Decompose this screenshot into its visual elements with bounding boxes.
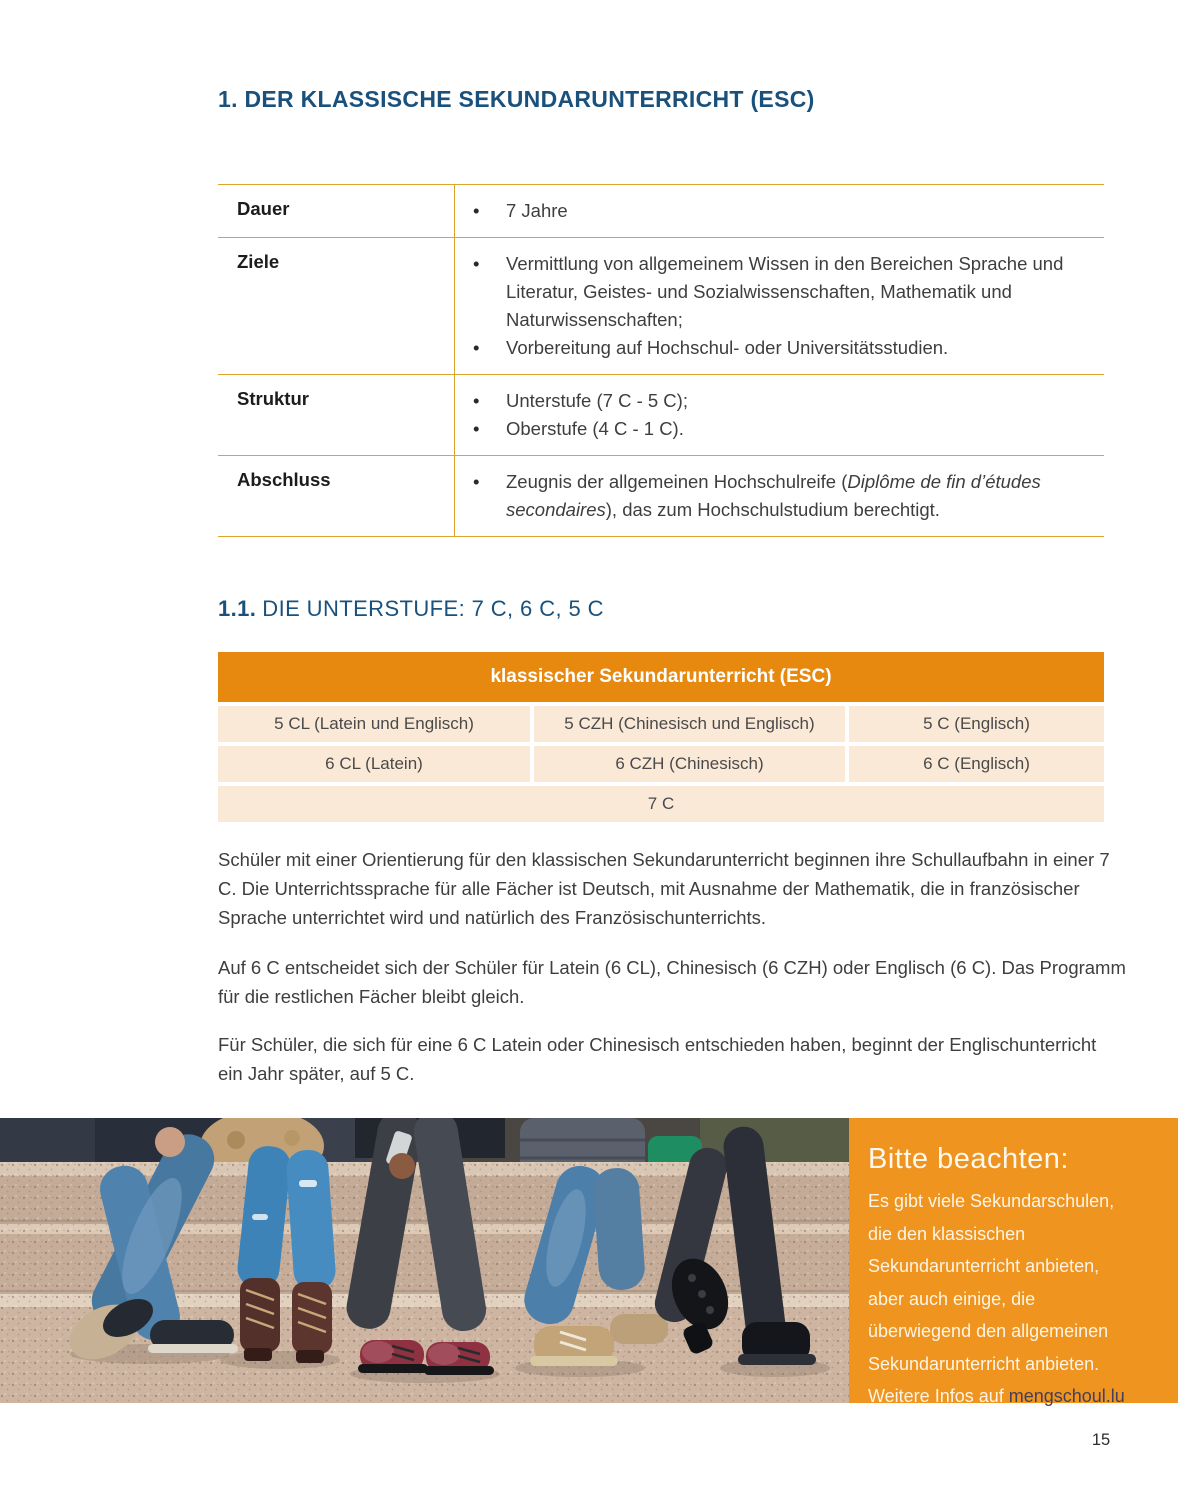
row-bullet-list: [469, 387, 1080, 443]
structure-row-6: [218, 746, 1104, 782]
row-bullet-list: [469, 250, 1080, 362]
mengschoul-link[interactable]: mengschoul.lu: [1008, 1386, 1125, 1406]
esc-info-table: [218, 184, 1104, 537]
bullet-item: • Vermittlung von allgemeinem Wissen in den Bereichen Sprache und Literatur, Geistes- und Sozialwissenschaften, Mathematik und Naturwissenschaften;: [469, 250, 1080, 334]
structure-row-7: [218, 786, 1104, 822]
section-1-1-heading: [218, 596, 1118, 622]
photo-illustration: [0, 1118, 849, 1403]
structure-row-5: [218, 706, 1104, 742]
notice-text: Es gibt viele Sekundarschulen, die den klassischen Sekundarunterricht anbieten, aber auch einige, die überwiegend den allgemeinen Sekundarunterricht anbieten.: [868, 1191, 1115, 1374]
table-cell: 5 CL (Latein und Englisch): [218, 706, 530, 742]
structure-table-header: klassischer Sekundarunterricht (ESC): [218, 652, 1104, 702]
table-row-struktur: [218, 374, 1104, 455]
table-cell: 5 C (Englisch): [849, 706, 1104, 742]
table-cell: 6 CL (Latein): [218, 746, 530, 782]
bullet-item: • Zeugnis der allgemeinen Hochschulreife (Diplôme de fin d’études secondaires), das zum Hochschulstudium berechtigt.: [469, 468, 1080, 524]
table-cell: 7 C: [218, 786, 1104, 822]
row-label: Struktur: [218, 375, 455, 455]
table-row-dauer: [218, 184, 1104, 237]
row-bullet-list: [469, 468, 1080, 524]
body-paragraph: Für Schüler, die sich für eine 6 C Latein oder Chinesisch entschieden haben, beginnt der Englischunterricht ein Jahr später, auf 5 C.: [218, 1034, 1097, 1084]
notice-body: [868, 1185, 1136, 1413]
row-label: Abschluss: [218, 456, 455, 536]
table-row-ziele: [218, 237, 1104, 374]
body-paragraph: Auf 6 C entscheidet sich der Schüler für Latein (6 CL), Chinesisch (6 CZH) oder Englisch (6 C). Das Programm für die restlichen Fächer bleibt gleich.: [218, 957, 1126, 1007]
bullet-item: • Unterstufe (7 C - 5 C);: [469, 387, 1080, 415]
notice-box: [849, 1118, 1178, 1406]
body-paragraph: Schüler mit einer Orientierung für den klassischen Sekundarunterricht beginnen ihre Schullaufbahn in einer 7 C. Die Unterrichtssprache für alle Fächer ist Deutsch, mit Ausnahme der Mathematik, die in französischer Sprache unterrichtet wird und natürlich des Französischunterrichts.: [218, 849, 1110, 928]
section-number: 1.1.: [218, 596, 257, 621]
table-row-abschluss: [218, 455, 1104, 537]
table-cell: 5 CZH (Chinesisch und Englisch): [534, 706, 845, 742]
notice-more-info: Weitere Infos auf: [868, 1386, 1009, 1406]
row-label: Ziele: [218, 238, 455, 374]
section-title: DIE UNTERSTUFE: 7 C, 6 C, 5 C: [262, 596, 604, 621]
diploma-name-italic: Diplôme de fin d’études secondaires: [506, 471, 1041, 520]
table-cell: 6 CZH (Chinesisch): [534, 746, 845, 782]
bullet-item: • 7 Jahre: [469, 197, 1080, 225]
notice-title: Bitte beachten:: [868, 1143, 1069, 1175]
bullet-item: • Oberstufe (4 C - 1 C).: [469, 415, 1080, 443]
bullet-item: • Vorbereitung auf Hochschul- oder Universitätsstudien.: [469, 334, 1080, 362]
section-1-heading: 1. DER KLASSISCHE SEKUNDARUNTERRICHT (ESC): [218, 86, 815, 112]
students-steps-photo: [0, 1118, 849, 1403]
page-number: 15: [1091, 1431, 1111, 1449]
esc-structure-table: [218, 652, 1104, 822]
row-bullet-list: [469, 197, 1080, 225]
row-label: Dauer: [218, 185, 455, 237]
table-cell: 6 C (Englisch): [849, 746, 1104, 782]
